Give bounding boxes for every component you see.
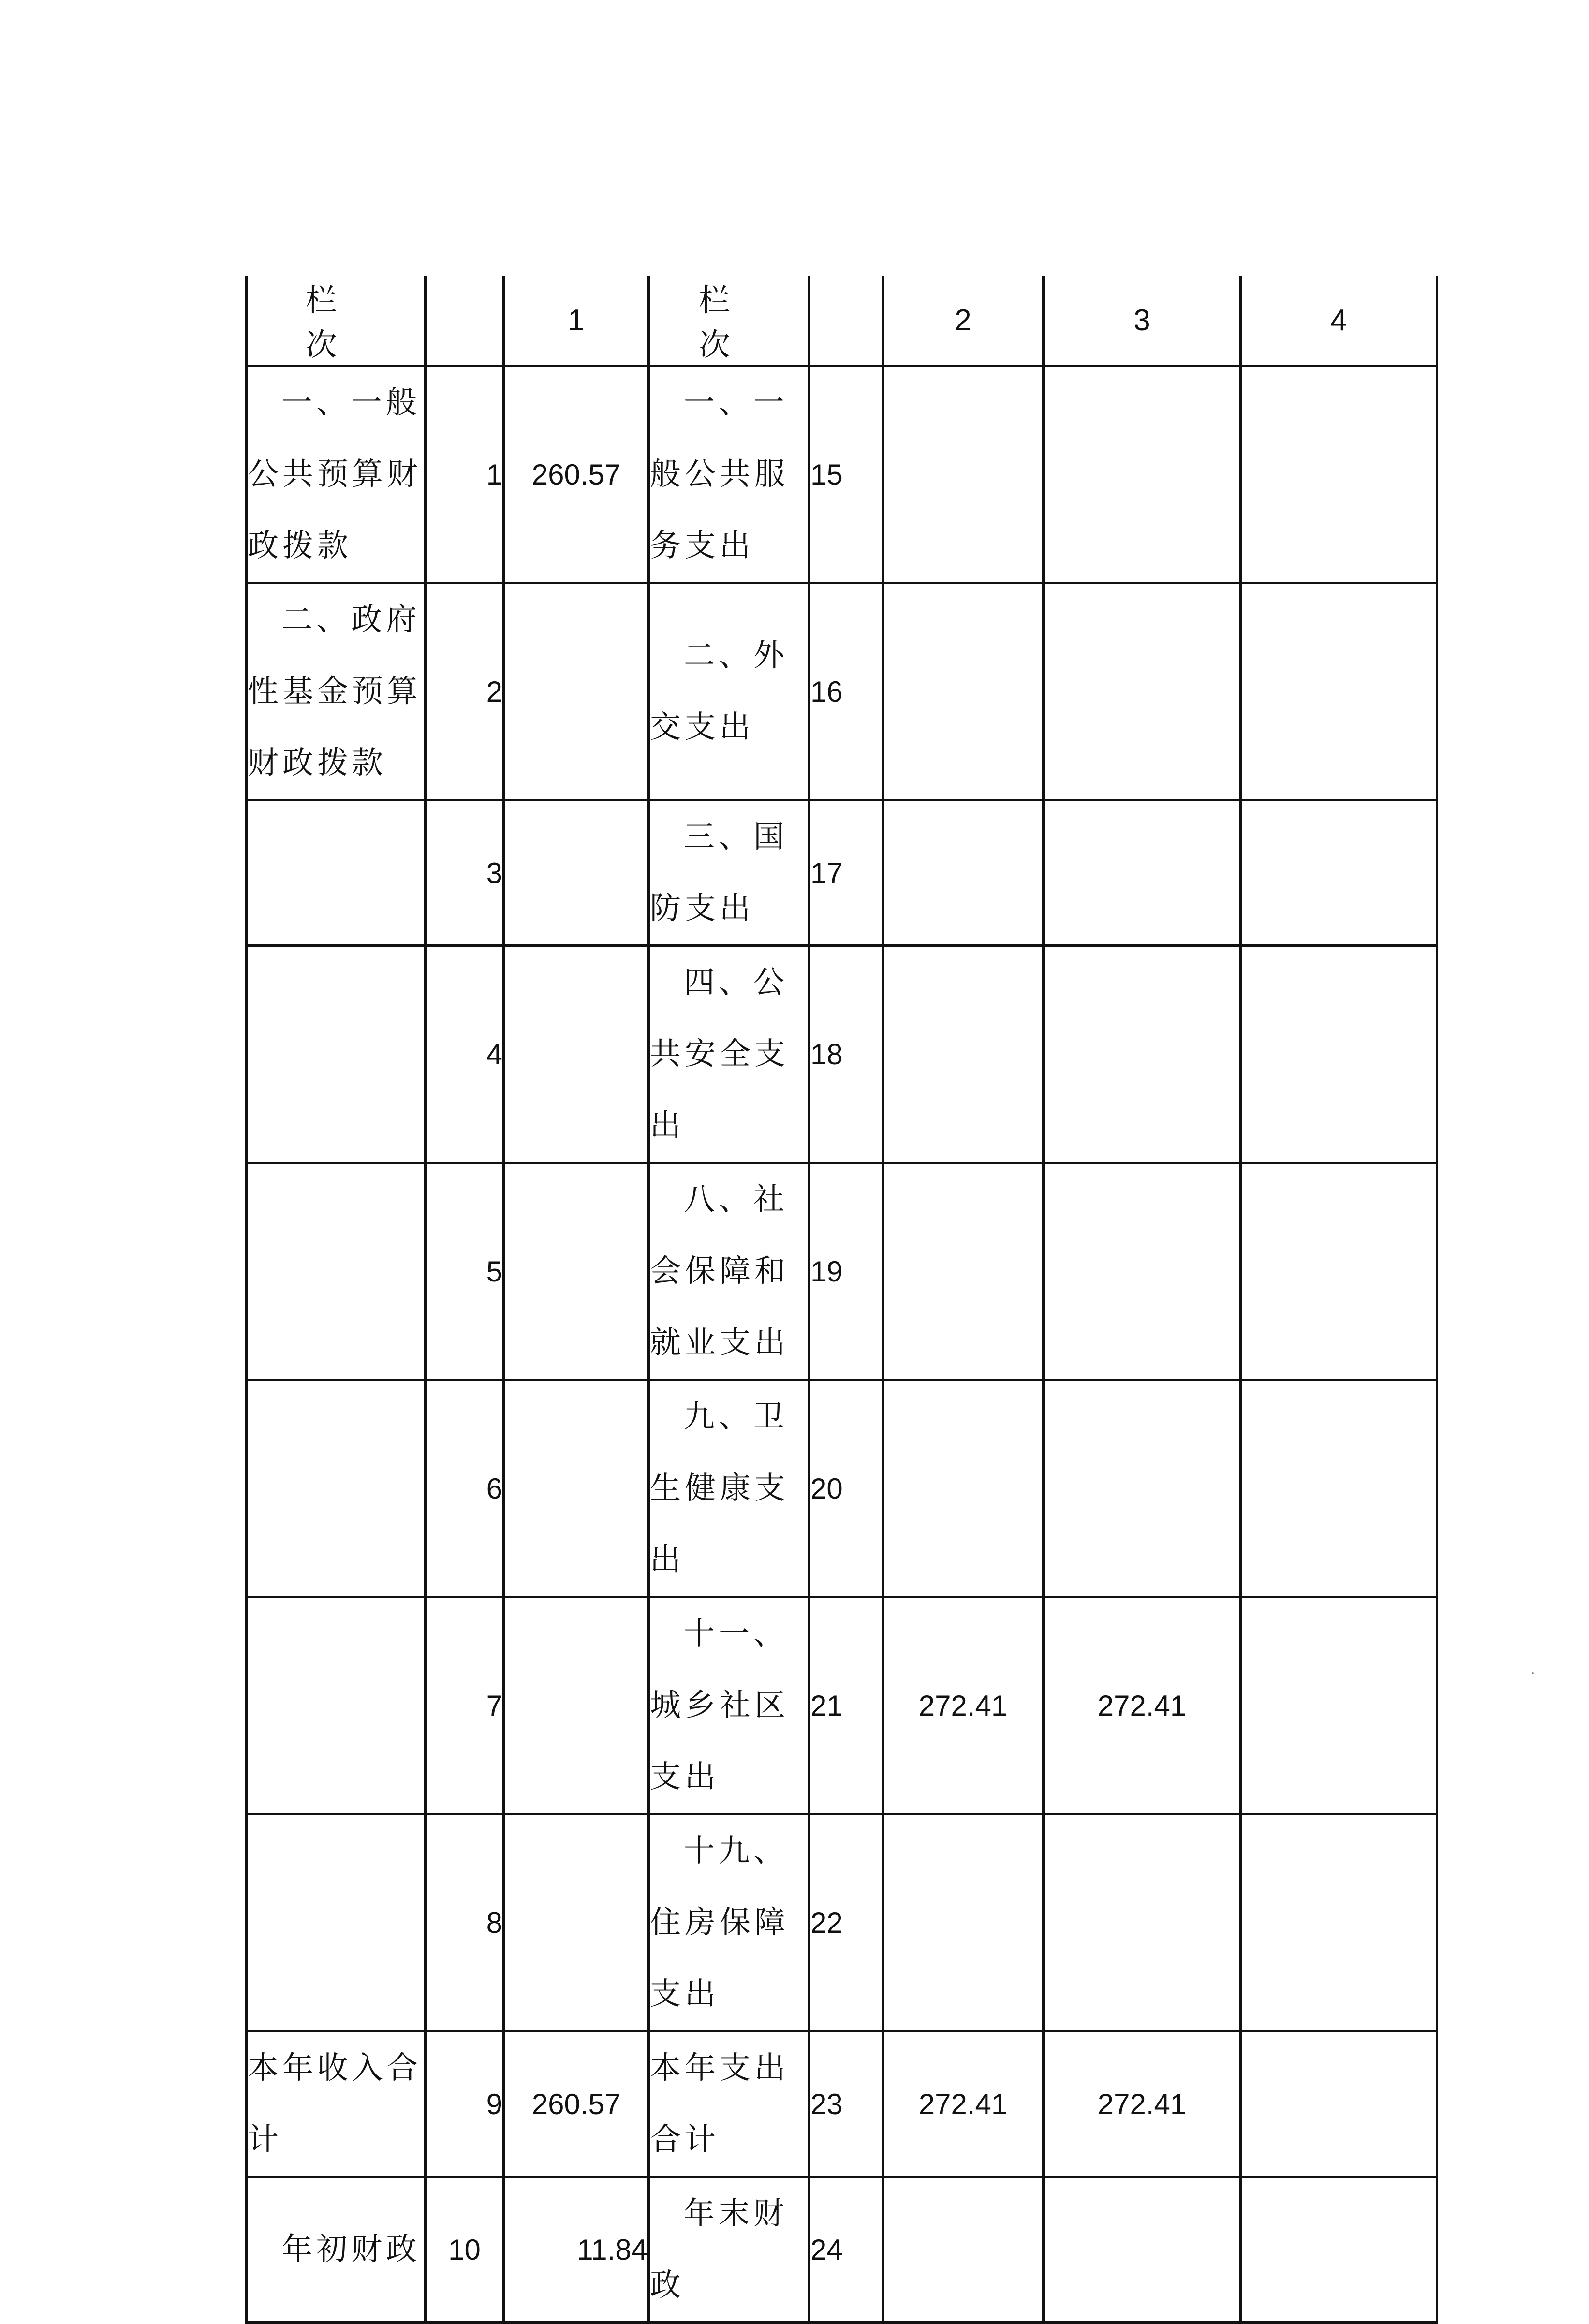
expense-basic (1044, 800, 1241, 946)
income-line-number: 5 (426, 1163, 504, 1380)
expense-item: 本年支出合计 (649, 2031, 809, 2177)
header-column-3: 3 (1044, 276, 1241, 366)
header-income-line-label (426, 276, 504, 366)
expense-project (1241, 946, 1437, 1163)
expense-project (1241, 366, 1437, 583)
expense-line-number: 20 (809, 1380, 883, 1597)
table-row (247, 2177, 1437, 2323)
expense-line-number: 22 (809, 1814, 883, 2031)
expense-item: 二、外交支出 (649, 583, 809, 800)
income-item: 二、政府性基金预算财政拨款 (247, 583, 426, 800)
income-line-number: 1 (426, 366, 504, 583)
expense-line-number: 21 (809, 1597, 883, 1814)
expense-project (1241, 2177, 1437, 2323)
income-amount (504, 800, 649, 946)
income-line-number: 2 (426, 583, 504, 800)
expense-total (883, 366, 1044, 583)
income-item (247, 946, 426, 1163)
scan-speck (1532, 1672, 1534, 1674)
expense-basic (1044, 2177, 1241, 2323)
expense-item: 九、卫生健康支出 (649, 1380, 809, 1597)
header-column-4: 4 (1241, 276, 1437, 366)
expense-item: 八、社会保障和就业支出 (649, 1163, 809, 1380)
header-row (247, 276, 1437, 366)
expense-item: 一、一般公共服务支出 (649, 366, 809, 583)
expense-item: 四、公共安全支出 (649, 946, 809, 1163)
income-line-number: 8 (426, 1814, 504, 2031)
expense-item: 十一、城乡社区支出 (649, 1597, 809, 1814)
table-row (247, 800, 1437, 946)
income-amount (504, 1814, 649, 2031)
table-row (247, 2031, 1437, 2177)
income-item (247, 1597, 426, 1814)
expense-project (1241, 1163, 1437, 1380)
income-line-number: 10 (426, 2177, 504, 2323)
expense-project (1241, 1380, 1437, 1597)
table-row (247, 1163, 1437, 1380)
income-amount: 260.57 (504, 2031, 649, 2177)
expense-project (1241, 2031, 1437, 2177)
income-amount: 260.57 (504, 366, 649, 583)
expense-line-number: 19 (809, 1163, 883, 1380)
income-amount (504, 583, 649, 800)
header-column-1: 1 (504, 276, 649, 366)
table-row (247, 946, 1437, 1163)
expense-total (883, 1814, 1044, 2031)
expense-item: 三、国防支出 (649, 800, 809, 946)
income-line-number: 4 (426, 946, 504, 1163)
expense-basic (1044, 1380, 1241, 1597)
expense-total (883, 1380, 1044, 1597)
expense-basic (1044, 1163, 1241, 1380)
expense-total (883, 583, 1044, 800)
expense-total (883, 2177, 1044, 2323)
income-item (247, 1163, 426, 1380)
expense-line-number: 23 (809, 2031, 883, 2177)
header-expense-line-label (809, 276, 883, 366)
expense-project (1241, 1597, 1437, 1814)
income-item: 年初财政 (247, 2177, 426, 2323)
expense-basic (1044, 946, 1241, 1163)
expense-total (883, 800, 1044, 946)
expense-project (1241, 1814, 1437, 2031)
income-line-number: 3 (426, 800, 504, 946)
income-amount (504, 1380, 649, 1597)
expense-basic (1044, 583, 1241, 800)
table-row (247, 583, 1437, 800)
income-line-number: 6 (426, 1380, 504, 1597)
expense-basic: 272.41 (1044, 2031, 1241, 2177)
income-item: 本年收入合计 (247, 2031, 426, 2177)
income-amount (504, 946, 649, 1163)
header-expense-column-label: 栏 次 (649, 276, 809, 366)
table-row (247, 366, 1437, 583)
expense-line-number: 15 (809, 366, 883, 583)
income-amount (504, 1163, 649, 1380)
expense-project (1241, 583, 1437, 800)
table-row (247, 1597, 1437, 1814)
income-line-number: 7 (426, 1597, 504, 1814)
income-line-number: 9 (426, 2031, 504, 2177)
income-item (247, 1814, 426, 2031)
income-amount (504, 1597, 649, 1814)
table-row (247, 1814, 1437, 2031)
expense-total (883, 946, 1044, 1163)
expense-total: 272.41 (883, 2031, 1044, 2177)
expense-basic (1044, 1814, 1241, 2031)
income-item (247, 800, 426, 946)
expense-basic (1044, 366, 1241, 583)
expense-line-number: 16 (809, 583, 883, 800)
expense-item: 十九、住房保障支出 (649, 1814, 809, 2031)
header-column-2: 2 (883, 276, 1044, 366)
expense-line-number: 17 (809, 800, 883, 946)
expense-line-number: 24 (809, 2177, 883, 2323)
expense-project (1241, 800, 1437, 946)
table-row (247, 1380, 1437, 1597)
expense-total (883, 1163, 1044, 1380)
income-item (247, 1380, 426, 1597)
expense-basic: 272.41 (1044, 1597, 1241, 1814)
expense-total: 272.41 (883, 1597, 1044, 1814)
expense-line-number: 18 (809, 946, 883, 1163)
budget-table (245, 276, 1438, 2324)
header-income-column-label: 栏 次 (247, 276, 426, 366)
income-item: 一、一般公共预算财政拨款 (247, 366, 426, 583)
expense-item: 年末财政 (649, 2177, 809, 2323)
income-amount: 11.84 (504, 2177, 649, 2323)
